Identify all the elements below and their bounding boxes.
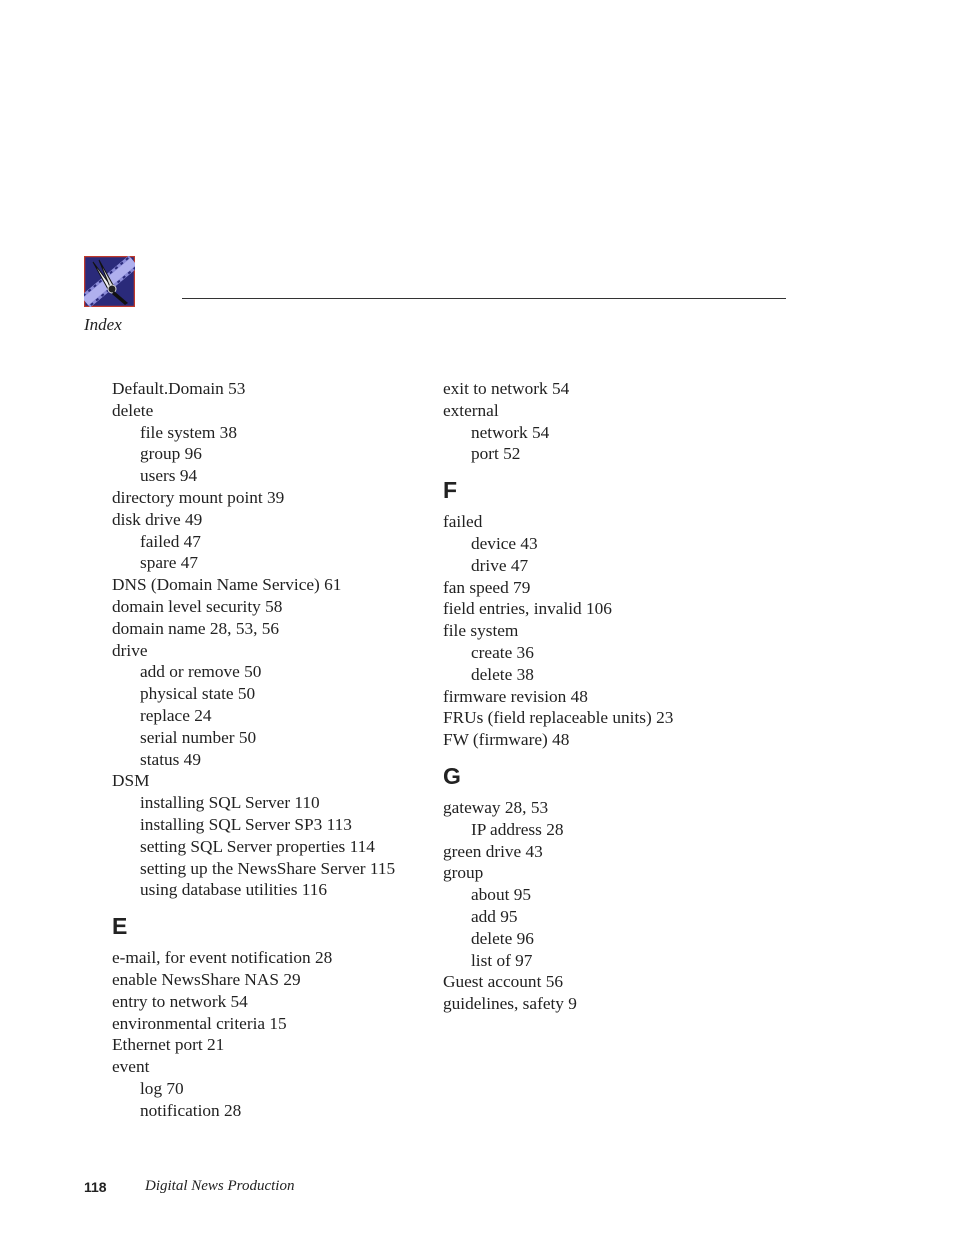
index-column-right: [443, 378, 783, 1015]
index-entry: DNS (Domain Name Service) 61: [112, 575, 342, 595]
index-subentry: device 43: [471, 533, 538, 553]
index-column-left: [112, 378, 432, 1122]
film-editing-logo-icon: [84, 256, 135, 307]
index-subentry: status 49: [140, 749, 201, 769]
index-entry: Default.Domain 53: [112, 379, 246, 398]
index-entry: group: [443, 863, 484, 883]
index-subentry: add 95: [471, 906, 518, 926]
index-subentry: installing SQL Server SP3 113: [140, 814, 352, 834]
index-entry: green drive 43: [443, 841, 543, 861]
index-subentry: replace 24: [140, 705, 212, 725]
book-title: Digital News Production: [145, 1178, 295, 1194]
index-entry: exit to network 54: [443, 379, 570, 398]
index-subentry: using database utilities 116: [140, 880, 328, 900]
index-subentry: add or remove 50: [140, 662, 262, 682]
index-subentry: file system 38: [140, 422, 237, 442]
index-entry: directory mount point 39: [112, 487, 285, 507]
index-subentry: users 94: [140, 466, 198, 486]
index-subentry: serial number 50: [140, 727, 257, 747]
index-entry: environmental criteria 15: [112, 1013, 287, 1033]
index-entry: domain level security 58: [112, 596, 283, 616]
index-subentry: notification 28: [140, 1100, 242, 1120]
index-entry: domain name 28, 53, 56: [112, 618, 280, 638]
index-subentry: port 52: [471, 444, 521, 464]
index-entry: external: [443, 400, 499, 420]
index-subentry: delete 96: [471, 928, 534, 948]
index-entry: drive: [112, 640, 148, 660]
index-entry: event: [112, 1057, 150, 1077]
logo: [84, 256, 135, 307]
index-entry: fan speed 79: [443, 577, 531, 597]
index-entry: gateway 28, 53: [443, 797, 549, 817]
index-subentry: physical state 50: [140, 684, 256, 704]
index-entry: entry to network 54: [112, 991, 248, 1011]
index-entry: guidelines, safety 9: [443, 994, 577, 1014]
index-entry: FW (firmware) 48: [443, 730, 570, 750]
index-entry: file system: [443, 621, 519, 641]
index-entry: delete: [112, 400, 154, 420]
index-entry: Guest account 56: [443, 972, 563, 992]
header-rule: [182, 298, 786, 299]
index-letter-heading: F: [443, 477, 458, 504]
index-entry: enable NewsShare NAS 29: [112, 969, 301, 989]
section-label: Index: [84, 315, 122, 334]
index-subentry: IP address 28: [471, 819, 564, 839]
index-entry: disk drive 49: [112, 509, 203, 529]
index-subentry: group 96: [140, 444, 202, 464]
index-entry: firmware revision 48: [443, 686, 588, 706]
index-subentry: installing SQL Server 110: [140, 793, 320, 813]
index-entry: Ethernet port 21: [112, 1035, 225, 1055]
index-entry: field entries, invalid 106: [443, 599, 612, 619]
index-subentry: setting up the NewsShare Server 115: [140, 858, 396, 878]
index-entry: e-mail, for event notification 28: [112, 948, 333, 968]
index-entry: FRUs (field replaceable units) 23: [443, 708, 674, 728]
index-letter-heading: E: [112, 913, 128, 940]
index-subentry: delete 38: [471, 664, 534, 684]
index-subentry: list of 97: [471, 950, 533, 970]
index-entry: failed: [443, 512, 483, 532]
index-subentry: failed 47: [140, 531, 201, 551]
index-subentry: spare 47: [140, 553, 199, 573]
index-subentry: network 54: [471, 422, 550, 442]
index-entry: DSM: [112, 771, 150, 791]
index-subentry: log 70: [140, 1078, 184, 1098]
index-subentry: create 36: [471, 642, 534, 662]
index-subentry: drive 47: [471, 555, 529, 575]
index-subentry: about 95: [471, 885, 531, 905]
page-number: 118: [84, 1179, 107, 1195]
index-subentry: setting SQL Server properties 114: [140, 836, 375, 856]
index-letter-heading: G: [443, 762, 461, 789]
